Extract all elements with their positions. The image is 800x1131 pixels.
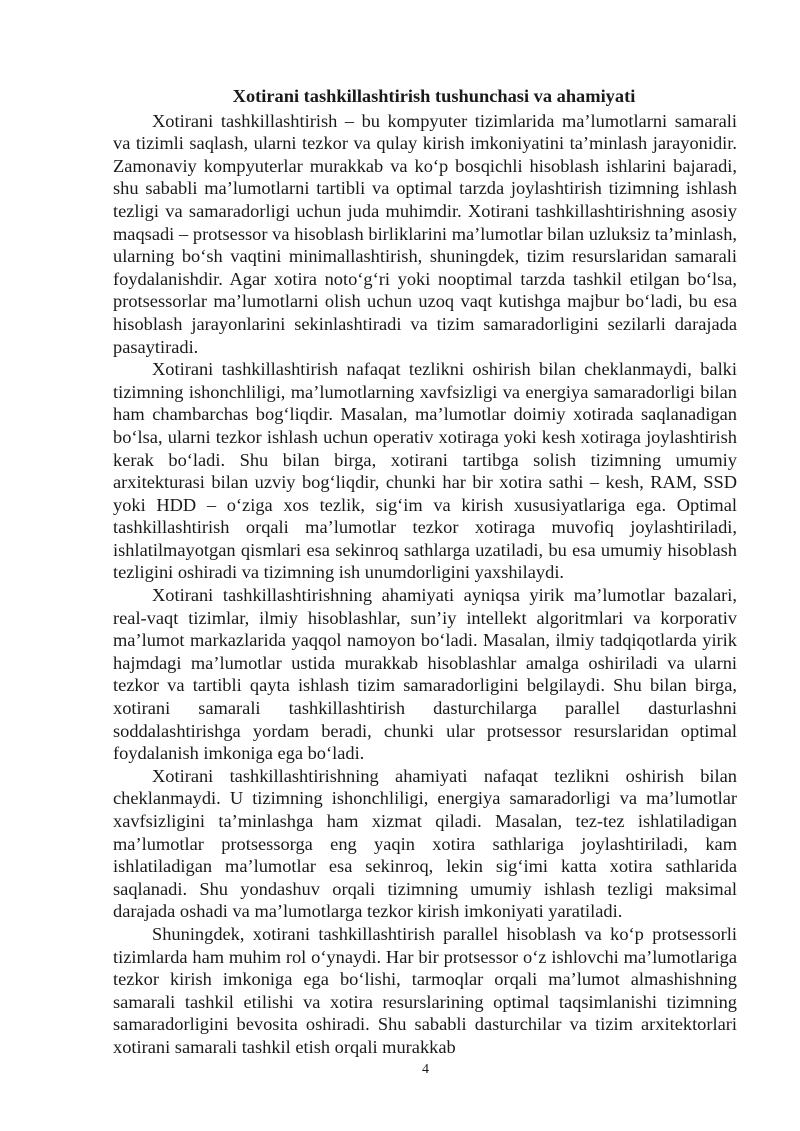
paragraph-3: Xotirani tashkillashtirishning ahamiyati ayniqsa yirik ma’lumotlar bazalari, real-vaqt tizimlar, ilmiy hisoblashlar, sun’iy intellekt algoritmlari va korporativ ma’lumot markazlarida yaqqol namoyon bo‘ladi. Masalan, ilmiy tadqiqotlarda yirik hajmdagi ma’lumotlar ustida murakkab hisoblashlar amalga oshiriladi va ularni tezkor va tartibli qayta ishlash tizim samaradorligini belgilaydi. Shu bilan birga, xotirani samarali tashkillashtirish dasturchilarga parallel dasturlashni soddalashtirishga yordam beradi, chunki ular protsessor resurslaridan optimal foydalanish imkoniga ega bo‘ladi. — [113, 585, 737, 764]
document-title: Xotirani tashkillashtirish tushunchasi va ahamiyati — [232, 86, 636, 106]
paragraph-2: Xotirani tashkillashtirish nafaqat tezlikni oshirish bilan cheklanmaydi, balki tizimning ishonchliligi, ma’lumotlarning xavfsizligi va energiya samaradorligi bilan ham chambarchas bog‘liqdir. Masalan, ma’lumotlar doimiy xotirada saqlanadigan bo‘lsa, ularni tezkor ishlash uchun operativ xotiraga yoki kesh xotiraga joylashtirish kerak bo‘ladi. Shu bilan birga, xotirani tartibga solish tizimning umumiy arxitekturasi bilan uzviy bog‘liqdir, chunki har bir xotira sathi – kesh, RAM, SSD yoki HDD – o‘ziga xos tezlik, sig‘im va kirish xususiyatlariga ega. Optimal tashkillashtirish orqali ma’lumotlar tezkor xotiraga muvofiq joylashtiriladi, ishlatilmayotgan qismlari esa sekinroq sathlarga uzatiladi, bu esa umumiy hisoblash tezligini oshiradi va tizimning ish unumdorligini yaxshilaydi. — [113, 359, 737, 583]
document-page — [113, 85, 737, 1059]
paragraph-5: Shuningdek, xotirani tashkillashtirish parallel hisoblash va ko‘p protsessorli tizimlarda ham muhim rol o‘ynaydi. Har bir protsessor o‘z ishlovchi ma’lumotlariga tezkor kirish imkoniga ega bo‘lishi, tarmoqlar orqali ma’lumot almashishning samarali tashkil etilishi va xotira resurslarining optimal taqsimlanishi tizimning samaradorligini bevosita oshiradi. Shu sababli dasturchilar va tizim arxitektorlari xotirani samarali tashkil etish orqali murakkab — [113, 923, 737, 1057]
page-number: 4 — [422, 1062, 429, 1077]
paragraph-4: Xotirani tashkillashtirishning ahamiyati nafaqat tezlikni oshirish bilan cheklanmaydi. U tizimning ishonchliligi, energiya samaradorligi va ma’lumotlar xavfsizligini ta’minlashga ham xizmat qiladi. Masalan, tez-tez ishlatiladigan ma’lumotlar protsessorga eng yaqin xotira sathlariga joylashtiriladi, kam ishlatiladigan ma’lumotlar esa sekinroq, lekin sig‘imi katta xotira sathlarida saqlanadi. Shu yondashuv orqali tizimning umumiy ishlash tezligi maksimal darajada oshadi va ma’lumotlarga tezkor kirish imkoniyati yaratiladi. — [113, 765, 737, 922]
paragraph-1: Xotirani tashkillashtirish – bu kompyuter tizimlarida ma’lumotlarni samarali va tizimli saqlash, ularni tezkor va qulay kirish imkoniyatini ta’minlash jarayonidir. Zamonaviy kompyuterlar murakkab va ko‘p bosqichli hisoblash ishlarini bajaradi, shu sababli ma’lumotlarni tartibli va optimal tarzda joylashtirish tizimning ishlash tezligi va samaradorligi uchun juda muhimdir. Xotirani tashkillashtirishning asosiy maqsadi – protsessor va hisoblash birliklarini ma’lumotlar bilan uzluksiz ta’minlash, ularning bo‘sh vaqtini minimallashtirish, shuningdek, tizim resurslaridan samarali foydalanishdir. Agar xotira noto‘g‘ri yoki nooptimal tarzda tashkil etilgan bo‘lsa, protsessorlar ma’lumotlarni olish uchun uzoq vaqt kutishga majbur bo‘ladi, bu esa hisoblash jarayonlarini sekinlashtiradi va tizim samaradorligini sezilarli darajada pasaytiradi. — [113, 110, 737, 357]
